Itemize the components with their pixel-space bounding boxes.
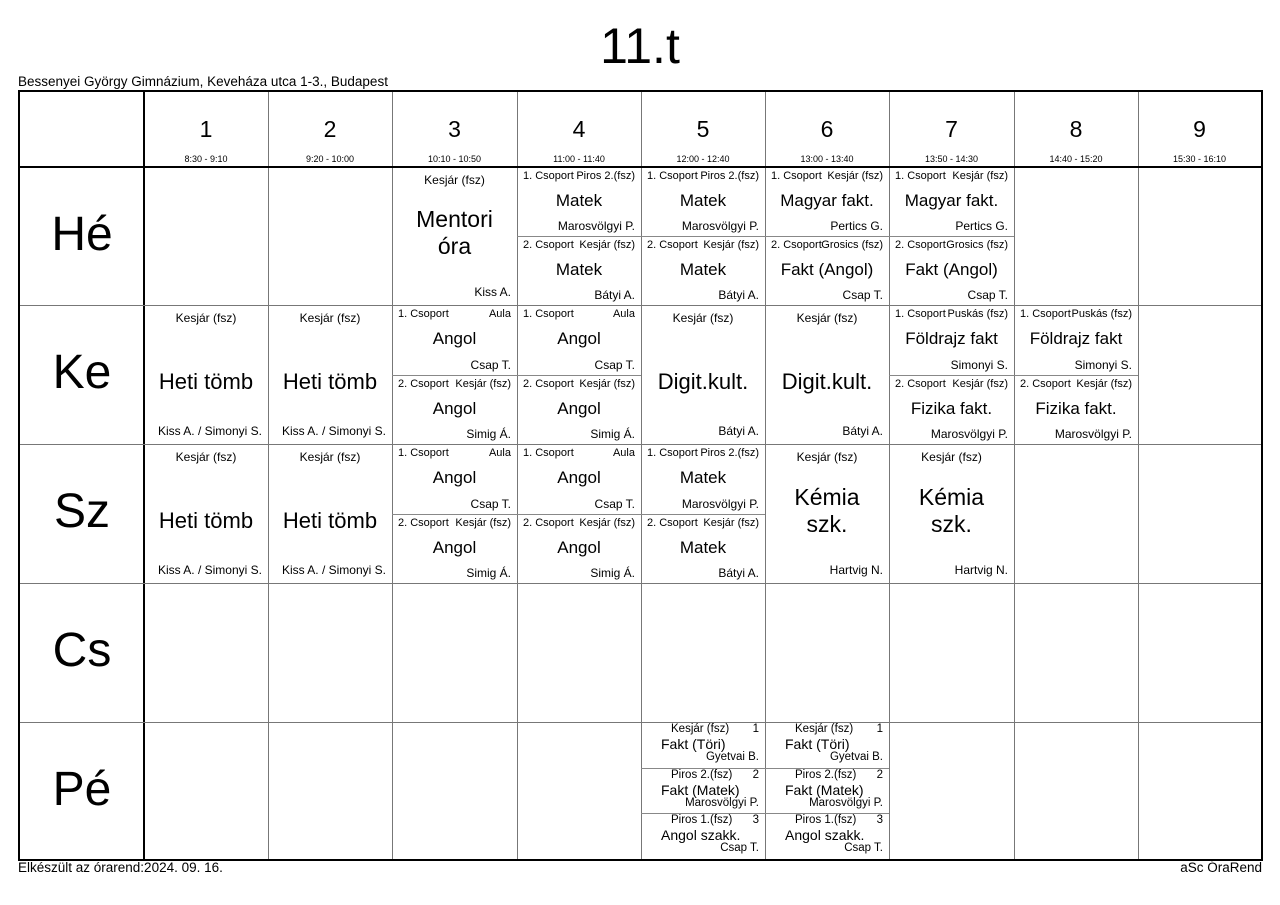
lesson-subject: Angol <box>557 537 601 557</box>
lesson-subject: Digit.kult. <box>657 368 749 394</box>
lesson-subject: Angol <box>557 398 601 418</box>
lesson-subject: Földrajz fakt <box>905 329 998 348</box>
period-number: 7 <box>945 116 958 142</box>
lesson-room: Puskás (fsz) <box>947 308 1008 320</box>
lesson-group: 1. Csoport <box>523 447 574 459</box>
split-divider <box>641 768 765 769</box>
lesson-subject: Matek <box>679 468 727 487</box>
split-divider <box>765 236 889 237</box>
lesson-teacher: Gyetvai B. <box>829 751 883 763</box>
lesson-teacher: Kiss A. / Simonyi S. <box>281 424 386 438</box>
lesson-room: Grosics (fsz) <box>821 239 883 251</box>
lesson-subject: Heti tömb <box>158 507 254 533</box>
lesson-subject: Matek <box>679 191 727 210</box>
lesson-teacher: Pertics G. <box>830 219 883 233</box>
period-time: 15:30 - 16:10 <box>1172 154 1227 164</box>
period-time: 11:00 - 11:40 <box>553 154 605 164</box>
period-header <box>1138 92 1261 167</box>
period-time: 13:50 - 14:30 <box>924 154 979 164</box>
lesson-subject: Magyar fakt. <box>780 191 874 210</box>
lesson-subject: Fakt (Töri) <box>785 736 850 752</box>
split-lesson-cell[interactable] <box>889 305 1014 444</box>
lesson-index: 3 <box>752 814 759 827</box>
lesson-cell[interactable] <box>889 444 1014 583</box>
lesson-subject: Angol <box>432 398 477 418</box>
lesson-group: 1. Csoport <box>895 308 946 320</box>
lesson-subject: Heti tömb <box>282 368 378 394</box>
lesson-room: Piros 2.(fsz) <box>576 170 635 182</box>
lesson-teacher: Hartvig N. <box>954 563 1008 577</box>
lesson-group: 1. Csoport <box>647 447 698 459</box>
split-lesson-cell[interactable] <box>392 305 517 444</box>
lesson-room: Piros 2.(fsz) <box>671 768 733 781</box>
period-header <box>889 92 1014 167</box>
lesson-group: 1. Csoport <box>523 170 574 182</box>
lesson-group: 1. Csoport <box>398 447 449 459</box>
lesson-subject: Fizika fakt. <box>910 398 993 418</box>
day-label: Cs <box>52 624 112 677</box>
lesson-room: Kesjár (fsz) <box>671 723 730 735</box>
period-number: 4 <box>572 116 586 142</box>
split-lesson-cell[interactable] <box>641 444 765 583</box>
split-divider <box>517 236 641 237</box>
lesson-teacher: Bátyi A. <box>718 566 759 580</box>
lesson-teacher: Csap T. <box>844 842 883 855</box>
lesson-group: 1. Csoport <box>1020 308 1071 320</box>
triple-lesson-cell[interactable] <box>641 722 765 859</box>
lesson-teacher: Simig Á. <box>466 427 511 441</box>
lesson-room: Kesjár (fsz) <box>703 516 759 529</box>
lesson-room: Kesjár (fsz) <box>921 450 982 464</box>
timetable-grid <box>18 90 1263 861</box>
lesson-cell[interactable] <box>641 305 765 444</box>
split-lesson-cell[interactable] <box>392 444 517 583</box>
period-time: 14:40 - 15:20 <box>1049 154 1103 164</box>
lesson-teacher: Csap T. <box>470 496 511 511</box>
lesson-teacher: Csap T. <box>594 496 635 511</box>
lesson-room: Puskás (fsz) <box>1071 308 1132 320</box>
grid-horizontal-line <box>20 583 1261 584</box>
lesson-subject: Angol <box>557 468 601 487</box>
lesson-subject: Fakt (Angol) <box>905 260 998 279</box>
period-number: 8 <box>1069 116 1083 142</box>
lesson-teacher: Simonyi S. <box>1074 357 1132 372</box>
period-time: 10:10 - 10:50 <box>427 154 482 164</box>
lesson-teacher: Simig Á. <box>466 566 511 580</box>
day-label: Hé <box>51 208 113 261</box>
period-header <box>517 92 641 167</box>
lesson-subject: Angol <box>557 329 601 348</box>
lesson-group: 2. Csoport <box>523 239 574 251</box>
lesson-cell[interactable] <box>392 167 517 305</box>
period-time: 9:20 - 10:00 <box>305 154 355 164</box>
lesson-teacher: Hartvig N. <box>829 563 883 577</box>
lesson-group: 2. Csoport <box>895 377 946 390</box>
split-divider <box>889 375 1014 376</box>
lesson-teacher: Marosvölgyi P. <box>809 796 883 809</box>
lesson-teacher: Csap T. <box>470 357 511 372</box>
lesson-room: Kesjár (fsz) <box>1076 377 1132 390</box>
lesson-room: Kesjár (fsz) <box>579 377 635 390</box>
lesson-subject: Matek <box>555 191 603 210</box>
school-name: Bessenyei György Gimnázium, Keveháza utca 1-3., Budapest <box>18 74 388 89</box>
lesson-room: Aula <box>612 308 635 320</box>
lesson-subject: Heti tömb <box>158 368 254 394</box>
period-number: 2 <box>323 116 337 142</box>
lesson-room: Kesjár (fsz) <box>703 239 759 251</box>
split-divider <box>641 236 765 237</box>
day-label: Pé <box>52 763 112 816</box>
lesson-teacher: Csap T. <box>720 842 759 855</box>
lesson-cell[interactable] <box>144 444 268 583</box>
lesson-index: 1 <box>876 723 883 735</box>
period-header <box>765 92 889 167</box>
lesson-room: Grosics (fsz) <box>946 239 1008 251</box>
lesson-group: 1. Csoport <box>771 170 822 182</box>
lesson-subject: Matek <box>555 260 603 279</box>
period-header <box>268 92 392 167</box>
lesson-room: Kesjár (fsz) <box>175 311 237 325</box>
lesson-room: Kesjár (fsz) <box>952 170 1008 182</box>
lesson-subject: Földrajz fakt <box>1029 329 1123 348</box>
lesson-room: Kesjár (fsz) <box>299 450 361 464</box>
lesson-room: Kesjár (fsz) <box>424 173 485 187</box>
lesson-index: 2 <box>876 768 883 781</box>
lesson-room: Kesjár (fsz) <box>672 311 734 325</box>
lesson-teacher: Csap T. <box>594 357 635 372</box>
lesson-subject: Kémia szk. <box>918 483 985 537</box>
period-number: 5 <box>696 116 710 142</box>
lesson-subject: Matek <box>679 260 727 279</box>
lesson-group: 1. Csoport <box>895 170 946 182</box>
grid-vertical-line <box>1014 92 1015 859</box>
lesson-teacher: Marosvölgyi P. <box>557 219 635 233</box>
lesson-group: 2. Csoport <box>523 377 574 390</box>
lesson-subject: Angol <box>432 537 477 557</box>
lesson-teacher: Marosvölgyi P. <box>685 796 759 809</box>
app-credit: aSc ÓraRend <box>1180 860 1262 875</box>
lesson-cell[interactable] <box>765 444 889 583</box>
lesson-room: Kesjár (fsz) <box>827 170 883 182</box>
split-divider <box>517 514 641 515</box>
split-divider <box>765 768 889 769</box>
lesson-subject: Kémia szk. <box>794 483 860 537</box>
lesson-teacher: Kiss A. / Simonyi S. <box>157 424 262 438</box>
lesson-teacher: Marosvölgyi P. <box>1054 427 1132 441</box>
lesson-group: 1. Csoport <box>398 308 449 320</box>
lesson-teacher: Kiss A. / Simonyi S. <box>281 563 386 577</box>
lesson-teacher: Bátyi A. <box>718 424 759 438</box>
triple-lesson-cell[interactable] <box>765 722 889 859</box>
generated-date: Elkészült az órarend:2024. 09. 16. <box>18 860 223 875</box>
lesson-cell[interactable] <box>268 305 392 444</box>
split-divider <box>889 236 1014 237</box>
lesson-group: 2. Csoport <box>398 516 449 529</box>
lesson-teacher: Bátyi A. <box>718 288 759 302</box>
day-label: Sz <box>53 485 110 538</box>
lesson-teacher: Marosvölgyi P. <box>681 496 759 511</box>
split-divider <box>392 514 517 515</box>
lesson-subject: Angol szakk. <box>785 827 865 844</box>
lesson-group: 1. Csoport <box>523 308 574 320</box>
lesson-room: Kesjár (fsz) <box>796 311 858 325</box>
split-lesson-cell[interactable] <box>1014 305 1138 444</box>
split-divider <box>517 375 641 376</box>
lesson-teacher: Gyetvai B. <box>705 751 759 763</box>
lesson-room: Kesjár (fsz) <box>795 723 854 735</box>
lesson-subject: Fakt (Angol) <box>780 260 874 279</box>
lesson-group: 2. Csoport <box>647 239 698 251</box>
lesson-room: Kesjár (fsz) <box>952 377 1008 390</box>
split-lesson-cell[interactable] <box>517 167 641 305</box>
page-title: 11.t <box>600 18 680 74</box>
period-header <box>392 92 517 167</box>
lesson-subject: Fakt (Töri) <box>661 736 726 752</box>
period-header <box>641 92 765 167</box>
lesson-index: 2 <box>752 768 759 781</box>
period-time: 8:30 - 9:10 <box>184 154 228 164</box>
lesson-group: 1. Csoport <box>647 170 698 182</box>
split-divider <box>1014 375 1138 376</box>
lesson-subject: Heti tömb <box>282 507 378 533</box>
lesson-subject: Angol szakk. <box>661 827 741 844</box>
lesson-room: Aula <box>612 447 635 459</box>
split-lesson-cell[interactable] <box>765 167 889 305</box>
period-number: 1 <box>199 116 213 142</box>
lesson-subject: Mentori óra <box>416 206 493 259</box>
lesson-room: Kesjár (fsz) <box>579 239 635 251</box>
split-lesson-cell[interactable] <box>517 305 641 444</box>
split-divider <box>765 813 889 814</box>
lesson-teacher: Kiss A. <box>474 285 511 299</box>
period-number: 3 <box>448 116 461 142</box>
lesson-teacher: Pertics G. <box>955 219 1008 233</box>
lesson-subject: Fizika fakt. <box>1035 398 1117 418</box>
lesson-room: Piros 2.(fsz) <box>700 170 759 182</box>
period-header <box>144 92 268 167</box>
lesson-room: Kesjár (fsz) <box>579 516 635 529</box>
period-number: 6 <box>820 116 834 142</box>
lesson-subject: Angol <box>432 468 477 487</box>
lesson-teacher: Csap T. <box>842 288 883 302</box>
period-time: 12:00 - 12:40 <box>676 154 730 164</box>
lesson-room: Piros 1.(fsz) <box>795 814 857 827</box>
lesson-index: 1 <box>752 723 759 735</box>
split-divider <box>641 813 765 814</box>
lesson-group: 2. Csoport <box>771 239 822 251</box>
period-header <box>1014 92 1138 167</box>
lesson-teacher: Simonyi S. <box>950 357 1008 372</box>
lesson-subject: Fakt (Matek) <box>785 781 864 798</box>
lesson-group: 2. Csoport <box>1020 377 1071 390</box>
lesson-room: Kesjár (fsz) <box>455 516 511 529</box>
lesson-subject: Matek <box>679 537 727 557</box>
lesson-cell[interactable] <box>268 444 392 583</box>
lesson-group: 2. Csoport <box>398 377 449 390</box>
split-lesson-cell[interactable] <box>641 167 765 305</box>
lesson-room: Piros 1.(fsz) <box>671 814 733 827</box>
split-divider <box>392 375 517 376</box>
lesson-teacher: Bátyi A. <box>842 424 883 438</box>
lesson-subject: Magyar fakt. <box>904 191 999 210</box>
day-label: Ke <box>52 346 112 399</box>
lesson-teacher: Simig Á. <box>590 566 635 580</box>
lesson-teacher: Csap T. <box>967 288 1008 302</box>
split-lesson-cell[interactable] <box>517 444 641 583</box>
lesson-subject: Angol <box>432 329 477 348</box>
lesson-cell[interactable] <box>144 305 268 444</box>
lesson-index: 3 <box>876 814 883 827</box>
lesson-subject: Fakt (Matek) <box>661 781 740 798</box>
lesson-room: Kesjár (fsz) <box>455 377 511 390</box>
lesson-teacher: Marosvölgyi P. <box>681 219 759 233</box>
lesson-group: 2. Csoport <box>895 239 946 251</box>
lesson-subject: Digit.kult. <box>781 368 873 394</box>
lesson-room: Aula <box>488 308 511 320</box>
grid-vertical-line <box>1138 92 1139 859</box>
period-number: 9 <box>1193 116 1206 142</box>
split-divider <box>641 514 765 515</box>
lesson-room: Kesjár (fsz) <box>299 311 361 325</box>
lesson-teacher: Marosvölgyi P. <box>930 427 1008 441</box>
split-lesson-cell[interactable] <box>889 167 1014 305</box>
period-time: 13:00 - 13:40 <box>800 154 854 164</box>
lesson-teacher: Bátyi A. <box>594 288 635 302</box>
lesson-group: 2. Csoport <box>523 516 574 529</box>
lesson-teacher: Kiss A. / Simonyi S. <box>157 563 262 577</box>
lesson-room: Aula <box>488 447 511 459</box>
lesson-group: 2. Csoport <box>647 516 698 529</box>
lesson-room: Kesjár (fsz) <box>175 450 237 464</box>
lesson-room: Kesjár (fsz) <box>796 450 858 464</box>
lesson-cell[interactable] <box>765 305 889 444</box>
lesson-room: Piros 2.(fsz) <box>700 447 759 459</box>
lesson-room: Piros 2.(fsz) <box>795 768 857 781</box>
lesson-teacher: Simig Á. <box>590 427 635 441</box>
